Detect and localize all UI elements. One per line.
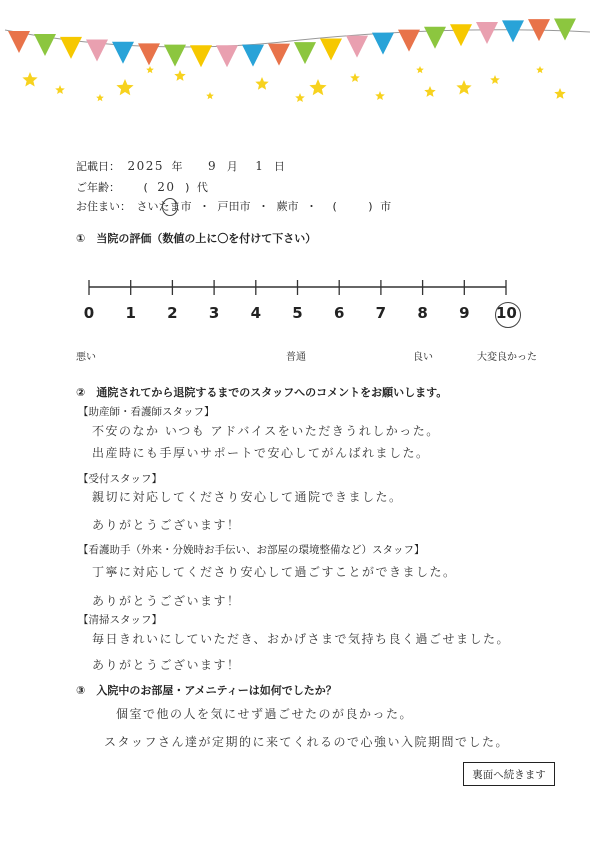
bunting-flag <box>554 18 576 40</box>
comment-line[interactable]: 出産時にも手厚いサポートで安心してがんばれました。 <box>92 446 430 460</box>
bunting-flag <box>372 33 394 55</box>
scale-number-1[interactable]: 1 <box>125 304 136 322</box>
residence-row <box>76 198 391 214</box>
separator: ・ <box>199 200 210 213</box>
date-month[interactable]: 9 <box>208 159 218 173</box>
bunting-banner <box>0 0 595 120</box>
scale-number-2[interactable]: 2 <box>167 304 178 322</box>
bunting-flag <box>450 24 472 46</box>
scale-number-7[interactable]: 7 <box>375 304 387 322</box>
star-icon <box>146 66 154 73</box>
age-open-paren: ( <box>143 181 148 194</box>
bunting-flag <box>190 45 212 67</box>
residence-other-unit: 市 <box>380 200 392 213</box>
section2-title: ② 通院されてから退院するまでのスタッフへのコメントをお願いします。 <box>76 386 448 399</box>
group-heading-midwife-nurse: 【助産師・看護師スタッフ】 <box>78 406 215 418</box>
bunting-flag <box>346 36 368 58</box>
year-unit: 年 <box>171 160 183 173</box>
star-icon <box>536 66 544 73</box>
bunting-flag <box>476 22 498 44</box>
group-heading-nursing-assistant: 【看護助手（外来・分娩時お手伝い、お部屋の環境整備など）スタッフ】 <box>78 544 425 556</box>
star-icon <box>416 66 424 73</box>
comment-line[interactable]: 毎日きれいにしていただき、おかげさまで気持ち良く過ごせました。 <box>92 632 511 646</box>
bunting-flag <box>502 20 524 42</box>
selection-circle <box>162 198 178 216</box>
bunting-flag <box>60 37 82 59</box>
residence-option-warabi[interactable]: 蕨市 <box>276 200 299 213</box>
age-label: ご年齢： <box>76 181 120 194</box>
rating-scale <box>0 250 595 310</box>
star-icon <box>96 94 104 101</box>
star-icon <box>295 93 305 102</box>
scale-number-10[interactable]: 10 <box>496 304 517 322</box>
bunting-flag <box>8 31 30 53</box>
bunting-flag <box>34 34 56 56</box>
comment-line[interactable]: ありがとうございます！ <box>92 658 241 672</box>
bunting-flag <box>268 44 290 66</box>
month-unit: 月 <box>226 160 238 173</box>
residence-other-open: ( <box>332 200 337 213</box>
star-icon <box>206 92 214 99</box>
scale-number-3[interactable]: 3 <box>208 304 220 322</box>
separator: ・ <box>306 200 317 213</box>
residence-option-toda[interactable]: 戸田市 <box>217 200 251 213</box>
residence-label: お住まい： <box>76 200 131 213</box>
bunting-flag <box>398 30 420 52</box>
star-icon <box>456 80 471 95</box>
bunting-flag <box>164 45 186 67</box>
group-heading-reception: 【受付スタッフ】 <box>78 473 162 485</box>
scale-number-8[interactable]: 8 <box>417 304 428 322</box>
residence-option-saitama[interactable]: さいたま市 <box>137 200 196 213</box>
residence-other-close: ) <box>368 200 373 213</box>
comment-line[interactable]: 親切に対応してくださり安心して通院できました。 <box>92 490 403 504</box>
continue-on-back-box: 裏面へ続きます <box>463 762 555 786</box>
rating-selected-circle <box>495 302 521 328</box>
comment-line[interactable]: スタッフさん達が定期的に来てくれるので心強い入院期間でした。 <box>104 735 510 749</box>
star-icon <box>22 72 37 87</box>
bunting-flag <box>242 45 264 67</box>
scale-anchor-very-good: 大変良かった <box>477 352 537 363</box>
bunting-flag <box>138 43 160 65</box>
group-heading-cleaning: 【清掃スタッフ】 <box>78 614 162 626</box>
comment-line[interactable]: 丁寧に対応してくださり安心して過ごすことができました。 <box>92 565 457 579</box>
star-icon <box>424 86 435 97</box>
age-row <box>76 179 208 195</box>
bunting-flag <box>320 39 342 61</box>
date-year[interactable]: 2025 <box>127 159 165 173</box>
scale-number-6[interactable]: 6 <box>333 304 345 322</box>
star-icon <box>55 85 65 94</box>
star-icon <box>375 91 385 100</box>
age-close-paren: ) <box>185 181 190 194</box>
bunting-flag <box>294 42 316 64</box>
date-day[interactable]: 1 <box>255 159 265 173</box>
age-unit: 代 <box>196 181 208 194</box>
separator: ・ <box>258 200 269 213</box>
bunting-flag <box>112 42 134 64</box>
bunting-flag <box>424 27 446 49</box>
bunting-flag <box>216 45 238 67</box>
comment-line[interactable]: 個室で他の人を気にせず過ごせたのが良かった。 <box>116 707 414 721</box>
comment-line[interactable]: ありがとうございます！ <box>92 518 241 532</box>
section1-title: ① 当院の評価（数値の上に〇を付けて下さい） <box>76 232 317 245</box>
star-icon <box>554 88 565 99</box>
scale-number-4[interactable]: 4 <box>250 304 262 322</box>
star-icon <box>255 77 268 90</box>
scale-anchor-normal: 普通 <box>286 352 306 363</box>
star-icon <box>309 79 326 95</box>
comment-line[interactable]: ありがとうございます！ <box>92 594 241 608</box>
star-icon <box>116 79 133 95</box>
star-icon <box>174 70 185 81</box>
section3-title: ③ 入院中のお部屋・アメニティーは如何でしたか？ <box>76 684 337 697</box>
scale-number-9[interactable]: 9 <box>459 304 470 322</box>
date-label: 記載日： <box>76 160 120 173</box>
star-icon <box>490 75 500 84</box>
day-unit: 日 <box>273 160 285 173</box>
age-value[interactable]: 20 <box>157 180 176 194</box>
scale-number-5[interactable]: 5 <box>292 304 303 322</box>
star-icon <box>350 73 360 82</box>
scale-anchor-good: 良い <box>413 352 433 363</box>
scale-number-0[interactable]: 0 <box>83 304 95 322</box>
comment-line[interactable]: 不安のなか いつも アドバイスをいただきうれしかった。 <box>92 424 440 438</box>
scale-anchor-bad: 悪い <box>76 352 96 363</box>
date-row <box>76 158 285 174</box>
bunting-flag <box>86 39 108 61</box>
